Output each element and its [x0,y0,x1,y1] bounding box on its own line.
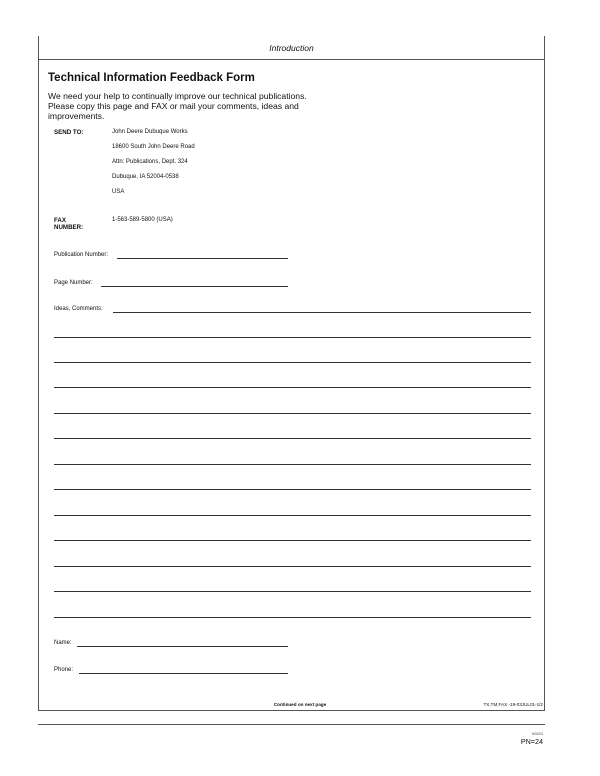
fax-label-line1: FAX [54,217,67,224]
address-line: Dubuque, IA 52004-0538 [112,174,179,180]
document-code: TX,TM,FAX -19-03JUL01-1/2 [483,702,543,707]
comment-line[interactable] [54,362,531,363]
fax-number-value: 1-563-589-5800 (USA) [112,217,173,223]
fax-label-line2: NUMBER: [54,224,84,231]
phone-label: Phone: [54,667,74,673]
phone-field[interactable] [79,673,288,674]
comment-line[interactable] [54,540,531,541]
form-intro: We need your help to continually improve our technical publications. Please copy this page and FAX or mail your comments, ideas and improvements. [48,91,307,121]
address-line: Attn: Publications, Dept. 324 [112,159,188,165]
publication-number-label: Publication Number: [54,252,109,258]
comment-line[interactable] [54,515,531,516]
address-line: 18600 South John Deere Road [112,144,195,150]
address-line: John Deere Dubuque Works [112,129,188,135]
comment-line[interactable] [54,566,531,567]
continued-note: Continued on next page [273,702,327,707]
address-line: USA [112,189,125,195]
small-reference-code: 60833 [531,731,543,736]
comment-line[interactable] [54,617,531,618]
comment-line[interactable] [54,387,531,388]
feedback-form-box [38,59,545,711]
comment-line[interactable] [54,337,531,338]
comment-line[interactable] [54,489,531,490]
ideas-comments-field[interactable] [113,312,531,313]
publication-number-field[interactable] [117,258,288,259]
comment-line[interactable] [54,591,531,592]
comment-line[interactable] [54,413,531,414]
page-number: PN=24 [520,737,543,746]
fax-number-label [54,217,83,231]
comment-line[interactable] [54,438,531,439]
name-field[interactable] [77,646,288,647]
comment-line[interactable] [54,464,531,465]
section-title: Introduction [269,43,314,53]
ideas-comments-label: Ideas, Comments: [54,306,103,312]
page-number-field[interactable] [101,286,288,287]
name-label: Name: [54,640,72,646]
page-bottom-rule [38,724,545,725]
send-to-label: SEND TO: [54,129,84,136]
page-number-label: Page Number: [54,280,93,286]
form-title: Technical Information Feedback Form [48,72,255,84]
